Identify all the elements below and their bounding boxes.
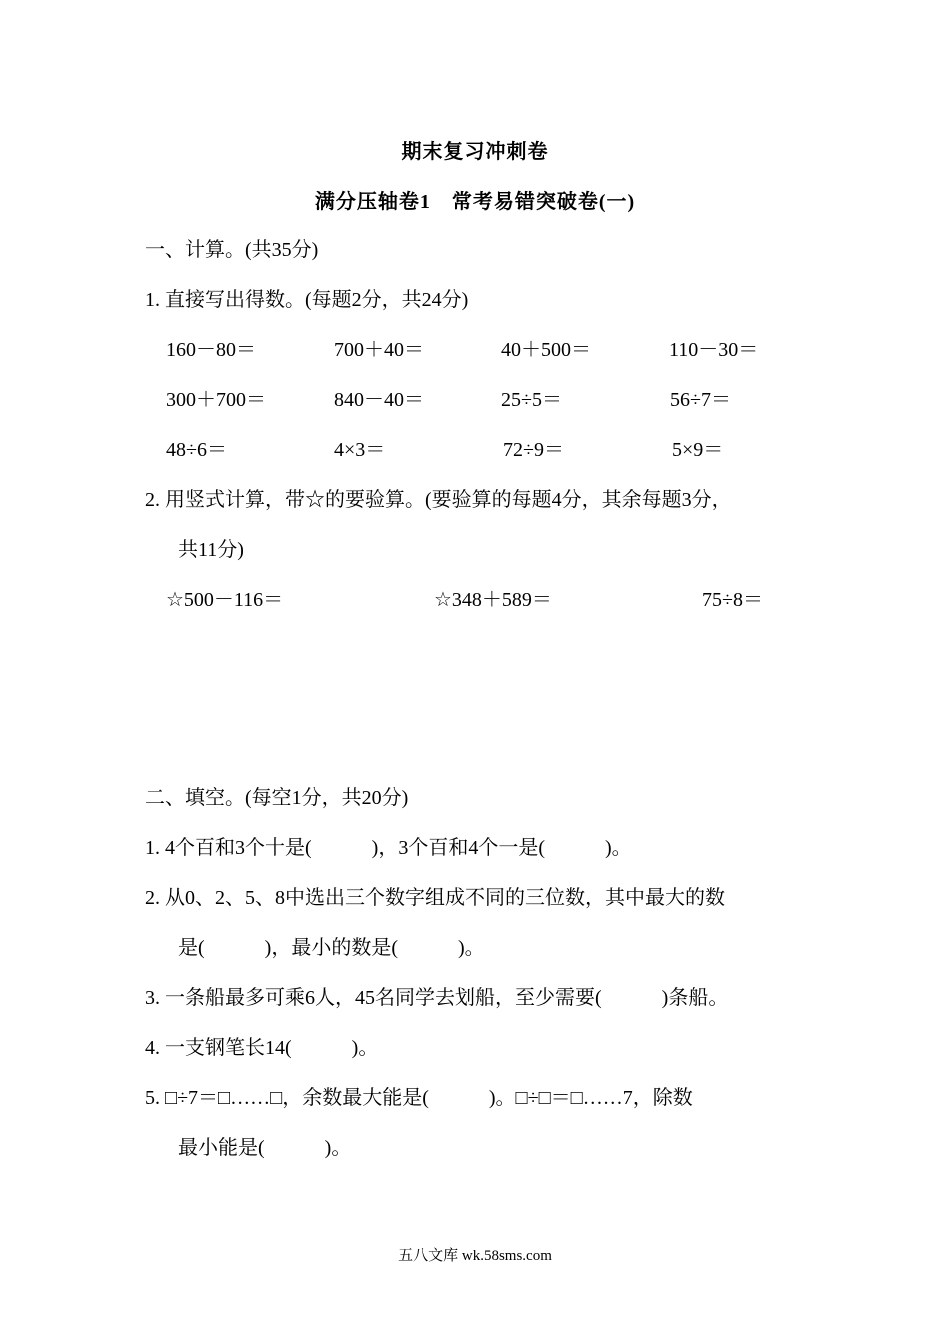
question-2-2-line2: 是( )，最小的数是( )。 <box>178 937 485 959</box>
question-1-1: 1. 直接写出得数。(每题2分，共24分) <box>145 289 469 311</box>
math-item: 300＋700＝ <box>166 389 266 411</box>
section2-heading: 二、填空。(每空1分，共20分) <box>145 787 409 809</box>
math-item: 72÷9＝ <box>503 439 564 461</box>
math-item: 700＋40＝ <box>334 339 424 361</box>
page-title: 期末复习冲刺卷 <box>401 141 549 163</box>
math-item: 56÷7＝ <box>670 389 731 411</box>
math-item: 4×3＝ <box>334 439 386 461</box>
question-2-4: 4. 一支钢笔长14( )。 <box>145 1037 379 1059</box>
vertical-calc-item: ☆348＋589＝ <box>434 589 552 611</box>
footer-watermark: 五八文库 wk.58sms.com <box>398 1248 552 1264</box>
math-item: 5×9＝ <box>672 439 724 461</box>
page-subtitle: 满分压轴卷1 常考易错突破卷(一) <box>314 191 636 213</box>
question-2-2-line1: 2. 从0、2、5、8中选出三个数字组成不同的三位数，其中最大的数 <box>145 887 725 909</box>
math-item: 840－40＝ <box>334 389 424 411</box>
vertical-calc-item: 75÷8＝ <box>702 589 763 611</box>
vertical-calc-item: ☆500－116＝ <box>166 589 284 611</box>
math-item: 48÷6＝ <box>166 439 227 461</box>
question-2-3: 3. 一条船最多可乘6人，45名同学去划船，至少需要( )条船。 <box>145 987 729 1009</box>
math-item: 25÷5＝ <box>501 389 562 411</box>
math-item: 110－30＝ <box>669 339 759 361</box>
question-2-5-line2: 最小能是( )。 <box>178 1137 352 1159</box>
question-1-2-line2: 共11分) <box>178 539 244 561</box>
question-2-1: 1. 4个百和3个十是( )，3个百和4个一是( )。 <box>145 837 632 859</box>
section1-heading: 一、计算。(共35分) <box>145 239 319 261</box>
question-2-5-line1: 5. □÷7＝□……□，余数最大能是( )。□÷□＝□……7，除数 <box>145 1087 693 1109</box>
math-item: 40＋500＝ <box>501 339 591 361</box>
math-item: 160－80＝ <box>166 339 256 361</box>
question-1-2-line1: 2. 用竖式计算，带☆的要验算。(要验算的每题4分，其余每题3分， <box>145 489 732 511</box>
